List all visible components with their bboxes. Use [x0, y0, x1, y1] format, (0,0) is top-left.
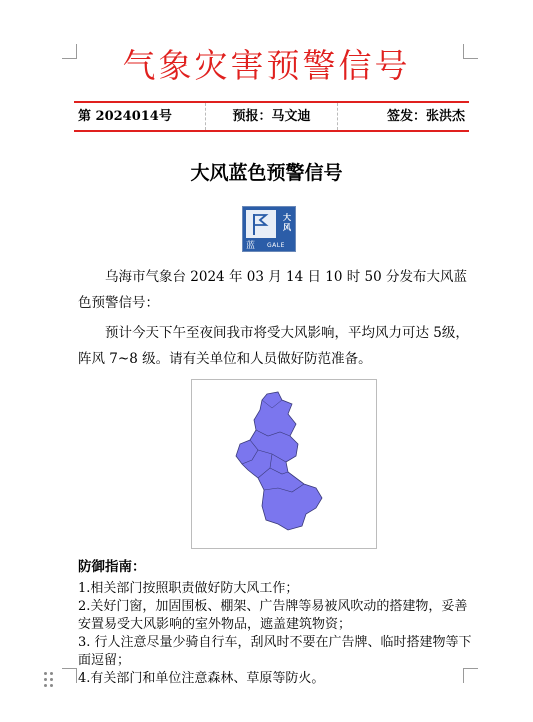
badge-text-da: 大 [283, 213, 291, 222]
wuhai-region-map-icon [192, 380, 376, 548]
issue-number: 第 2024014号 [78, 109, 172, 124]
header-rule-bottom [74, 130, 469, 132]
guide-item-2: 2.关好门窗，加固围板、棚架、广告牌等易被风吹动的搭建物，妥善安置易受大风影响的室外物品，遮盖建筑物资； [78, 599, 468, 632]
signer: 签发：张洪杰 [337, 103, 469, 130]
header-meta-row [74, 103, 469, 130]
badge-text-feng: 风 [283, 223, 291, 232]
flag-icon [246, 210, 276, 238]
guide-item-4: 4.有关部门和单位注意森林、草原等防火。 [78, 671, 325, 686]
affected-area-map [191, 379, 377, 549]
guide-item-1: 1.相关部门按照职责做好防大风工作； [78, 581, 299, 596]
guide-item-3: 3. 行人注意尽量少骑自行车，刮风时不要在广告牌、临时搭建物等下面逗留； [78, 635, 472, 668]
drag-handle-icon[interactable] [44, 672, 54, 688]
gale-blue-warning-icon [242, 206, 296, 252]
guide-list [78, 580, 473, 688]
badge-level: 蓝 [246, 241, 256, 251]
forecast-paragraph: 预计今天下午至夜间我市将受大风影响，平均风力可达 5级，阵风 7~8 级。请有关单位和人员做好防范准备。 [78, 325, 469, 367]
crop-mark-bottom-left [62, 668, 77, 683]
forecaster: 预报：马文迪 [205, 103, 337, 130]
badge-english: GALE [267, 242, 285, 249]
signal-title: 大风蓝色预警信号 [190, 162, 343, 184]
document-title: 气象灾害预警信号 [122, 46, 411, 85]
issue-paragraph: 乌海市气象台 2024 年 03 月 14 日 10 时 50 分发布大风蓝色预警信号： [78, 269, 467, 311]
guide-heading: 防御指南： [78, 559, 146, 575]
